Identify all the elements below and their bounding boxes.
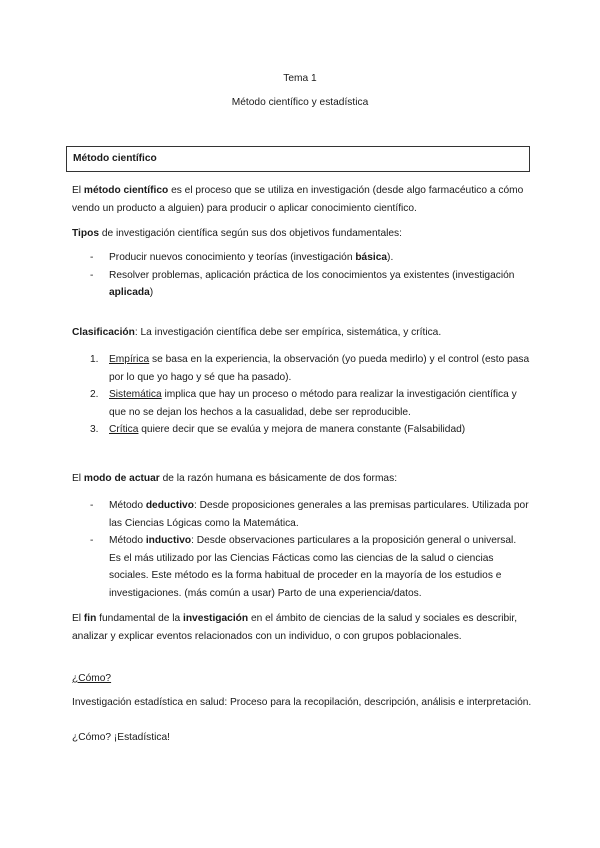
list-item: - Producir nuevos conocimiento y teorías (investigación básica). (90, 249, 530, 267)
list-item: 1. Empírica se basa en la experiencia, la observación (yo pueda medirlo) y el control (esto pasa por lo que yo hago y sé que ha pasado). (90, 354, 530, 383)
intro-term: método científico (83, 185, 169, 196)
document-subtitle: Método científico y estadística (231, 97, 369, 108)
critica-term: Crítica (109, 424, 139, 435)
fin-paragraph: El fin fundamental de la investigación en el ámbito de ciencias de la salud y sociales es describir, analizar y explicar eventos relacionados con un individuo, o con grupos poblacionales. (72, 613, 518, 642)
answer-line: ¿Cómo? ¡Estadística! (72, 732, 170, 743)
section-heading-box (66, 146, 530, 172)
list-item: - Resolver problemas, aplicación práctica de los conocimientos ya existentes (investigación aplicada) (90, 267, 530, 302)
tipos-term: Tipos (72, 228, 99, 239)
modo-list (90, 497, 530, 602)
empirica-term: Empírica (109, 354, 150, 365)
list-item: 3. Crítica quiere decir que se evalúa y mejora de manera constante (Falsabilidad) (90, 424, 466, 435)
sistematica-term: Sistemática (109, 389, 162, 400)
document-title: Tema 1 (283, 73, 317, 84)
tipos-list (90, 249, 530, 302)
clasificacion-list (90, 351, 530, 439)
list-item: - Método deductivo: Desde proposiciones generales a las premisas particulares. Utilizada por las Ciencias Lógicas como la Matemática. (90, 497, 530, 532)
definition-paragraph: Investigación estadística en salud: Proceso para la recopilación, descripción, análisis e interpretación. (72, 697, 532, 708)
section-heading: Método científico (73, 153, 157, 164)
list-item: - Método inductivo: Desde observaciones particulares a la proposición general o universal. Es el más utilizado por las Ciencias Fácticas como las ciencias de la salud o ciencias sociales. Este método es la forma habitual de proceder en la mayoría de los estudios e investigaciones. (más común a usar) Parto de una experiencia/datos. (90, 532, 530, 602)
tipos-paragraph: Tipos de investigación científica según sus dos objetivos fundamentales: (72, 228, 402, 239)
clasificacion-term: Clasificación (72, 327, 135, 338)
intro-paragraph: El método científico es el proceso que se utiliza en investigación (desde algo farmacéutico a cómo vendo un producto a alguien) para producir o aplicar conocimiento científico. (72, 185, 524, 214)
list-item: 2. Sistemática implica que hay un proceso o método para realizar la investigación científica y que no se dejan los hechos a la casualidad, debe ser reproducible. (90, 389, 517, 418)
clasificacion-paragraph: Clasificación: La investigación científica debe ser empírica, sistemática, y crítica. (72, 327, 442, 338)
modo-term: modo de actuar (83, 473, 160, 484)
modo-paragraph: El modo de actuar de la razón humana es básicamente de dos formas: (72, 473, 398, 484)
como-link[interactable]: ¿Cómo? (72, 673, 112, 684)
